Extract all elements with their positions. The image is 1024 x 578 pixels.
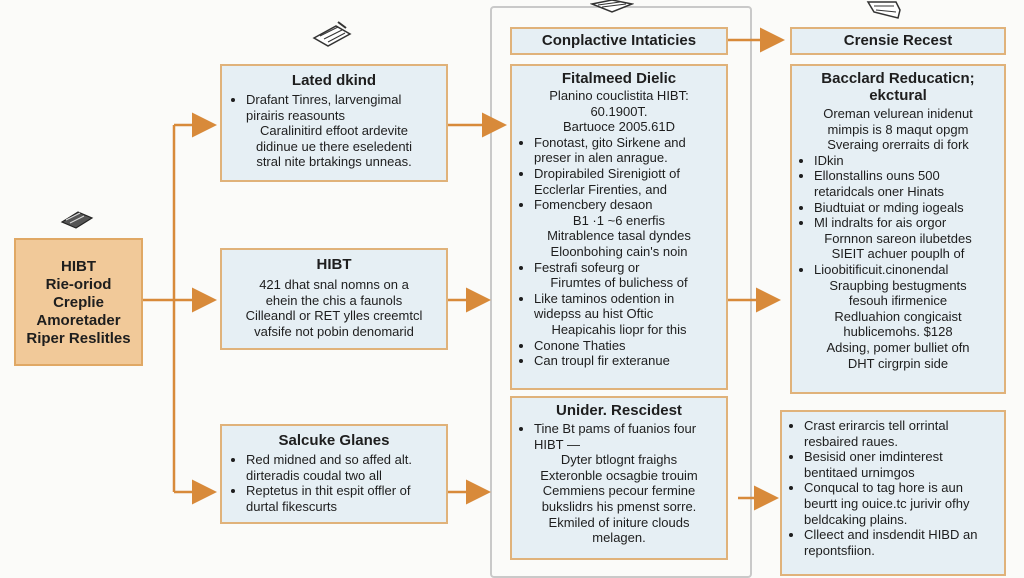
list-item: • Besisid oner imdinterest bentitaed urnimgos bbox=[804, 449, 996, 480]
list-item: • Like taminos odention in widepss au hist Oftic bbox=[534, 291, 718, 322]
text-line: 421 dhat snal nomns on a bbox=[259, 277, 409, 292]
header-title: Conplactive Intaticies bbox=[541, 32, 697, 49]
text-line: Sraupbing bestugments bbox=[829, 277, 967, 293]
folder-icon bbox=[864, 0, 904, 20]
text-line: Ekmiled of initure clouds bbox=[548, 514, 690, 530]
text-line: hublicemohs. $128 bbox=[843, 324, 953, 340]
right-box-bacclard bbox=[790, 64, 1006, 394]
box-title: Bacclard Reducaticn; ekctural bbox=[821, 70, 975, 104]
list-item: • Reptetus in thit espit offler of durtal fikescurts bbox=[246, 483, 436, 514]
text-line: Dyter btlognt fraighs bbox=[560, 452, 678, 468]
text-line: Adsing, pomer bulliet ofn bbox=[826, 339, 970, 355]
text-line: Mitrablence tasal dyndes bbox=[547, 228, 691, 244]
text-line: DHT cirgrpin side bbox=[847, 355, 949, 371]
middle-box-unider bbox=[510, 396, 728, 560]
text-line: vafsife not pobin denomarid bbox=[254, 323, 414, 339]
text-line: Exteronble ocsagbie trouim bbox=[540, 467, 698, 483]
text-line: melagen. bbox=[592, 530, 646, 546]
box-title: HIBT bbox=[316, 256, 352, 273]
folder-icon bbox=[60, 208, 94, 230]
list-item: • Tine Bt pams of fuanios four HIBT — bbox=[534, 421, 718, 452]
text-line: fesouh ifirmenice bbox=[848, 293, 948, 309]
text-line: stral nite brtakings unneas. bbox=[256, 154, 412, 170]
text-line: Caralinitird effoot ardevite bbox=[260, 123, 408, 139]
list-item: • Festrafi sofeurg or bbox=[534, 260, 718, 276]
list-item: • Ml indralts for ais orgor bbox=[814, 215, 996, 231]
box-title: Salcuke Glanes bbox=[278, 432, 390, 449]
list-item: • Red midned and so affed alt. dirteradis coudal two all bbox=[246, 452, 436, 483]
source-line: HIBT bbox=[61, 258, 96, 275]
list-item: • Crast erirarcis tell orrintal resbaired raues. bbox=[804, 418, 996, 449]
list-item: • Dropirabiled Sirenigiott of Ecclerlar Firenties, and bbox=[534, 166, 718, 197]
arrow-source-branch bbox=[142, 125, 174, 492]
text-line: ehein the chis a faunols bbox=[265, 292, 403, 308]
folder-icon bbox=[312, 20, 352, 48]
text-line: Firumtes of bulichess of bbox=[550, 275, 688, 291]
box-title: Unider. Rescidest bbox=[556, 402, 682, 419]
list-item: • Conqucal to tag hore is aun beurtt ing ouice.tc jurivir ofhy beldcaking plains. bbox=[804, 480, 996, 527]
source-box bbox=[14, 238, 143, 366]
text-line: Cemmiens pecour fermine bbox=[542, 483, 696, 499]
source-line: Riper Reslitles bbox=[26, 330, 131, 347]
source-line: Rie-oriod bbox=[45, 276, 112, 293]
list-item: • Fonotast, gito Sirkene and preser in alen anrague. bbox=[534, 135, 718, 166]
text-line: B1 ·1 ~6 enerfis bbox=[572, 212, 666, 228]
text-line: bukslidrs his pmenst sorre. bbox=[541, 498, 697, 514]
source-line: Creplie bbox=[53, 294, 104, 311]
text-line: Fornnon sareon ilubetdes bbox=[824, 230, 972, 246]
folder-icon bbox=[590, 0, 634, 16]
list-item: • Can troupl fir exteranue bbox=[534, 353, 718, 369]
text-line: Planino couclistita HIBT: bbox=[549, 88, 689, 103]
box-title: Fitalmeed Dielic bbox=[561, 70, 677, 87]
list-item: • Fomencbery desaon bbox=[534, 197, 718, 213]
text-line: 60.1900T. bbox=[590, 103, 648, 119]
left-box-salcuke bbox=[220, 424, 448, 524]
right-box-list bbox=[780, 410, 1006, 576]
text-line: Cilleandl or RET ylles creemtcl bbox=[245, 308, 423, 324]
right-header bbox=[790, 27, 1006, 55]
text-line: SIEIT achuer pouplh of bbox=[831, 246, 965, 262]
list-item: • Biudtuiat or mding iogeals bbox=[814, 200, 996, 216]
text-line: Heapicahis liopr for this bbox=[551, 321, 687, 337]
text-line: mimpis is 8 maqut opgm bbox=[827, 121, 969, 137]
source-line: Amoretader bbox=[36, 312, 121, 329]
text-line: Oreman velurean inidenut bbox=[823, 106, 973, 121]
box-title: Lated dkind bbox=[291, 72, 377, 89]
header-title: Crensie Recest bbox=[843, 32, 953, 49]
text-line: Redluahion congicaist bbox=[834, 308, 962, 324]
left-box-hibt bbox=[220, 248, 448, 350]
list-item: • Ellonstallins ouns 500 retaridcals oner Hinats bbox=[814, 168, 996, 199]
middle-box-fitalmeed bbox=[510, 64, 728, 390]
text-line: Bartuoce 2005.61D bbox=[562, 119, 676, 135]
text-line: Eloonbohing cain's noin bbox=[550, 243, 688, 259]
left-box-lated bbox=[220, 64, 448, 182]
middle-header bbox=[510, 27, 728, 55]
list-item: • Clleect and insdendit HIBD an repontsfiion. bbox=[804, 527, 996, 558]
text-line: Sveraing orerraits di fork bbox=[827, 137, 969, 153]
list-item: • IDkin bbox=[814, 153, 996, 169]
text-line: didinue ue there eseledenti bbox=[255, 138, 413, 154]
list-item: • Drafant Tinres, larvengimal pirairis reasounts bbox=[246, 92, 436, 123]
list-item: • Lioobitificuit.cinonendal bbox=[814, 262, 996, 278]
list-item: • Conone Thaties bbox=[534, 338, 718, 354]
